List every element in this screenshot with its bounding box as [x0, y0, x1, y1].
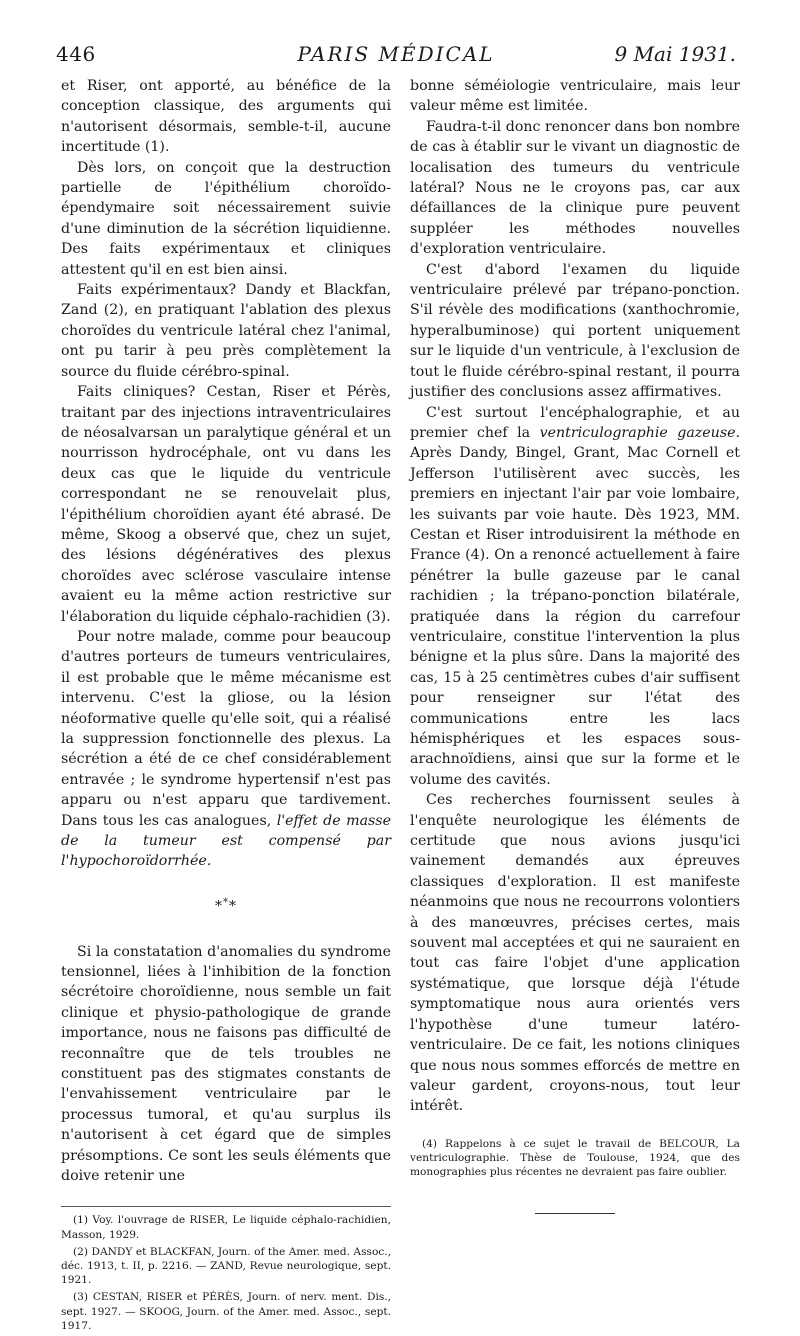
paragraph-text: Après Dandy, Bingel, Grant, Mac Cornell et Jefferson l'utilisèrent avec succès, les premiers en injectant l'air par voie lombaire, les suivants par voie haute. Dès 1923, MM. Cestan et Riser introduisirent la méthode en France (4). On a renoncé actuellement à faire pénétrer la bulle gazeuse par le canal rachidien ; la trépano-ponction bilatérale, pratiquée dans la région du carrefour ventriculaire, constitue l'intervention la plus bénigne et la plus sûre. Dans la majorité des cas, 15 à 25 centimètres cubes d'air suffisent pour renseigner sur l'état des communications entre les lacs hémisphériques et les espaces sous-arachnoïdiens, ainsi que sur la forme et le volume des cavités. — [410, 445, 740, 788]
section-separator — [61, 896, 391, 914]
asterisk: * — [229, 898, 237, 915]
paragraph: et Riser, ont apporté, au bénéfice de la conception classique, des arguments qui n'autorisent désormais, semble-t-il, aucune incertitude (1). — [61, 78, 391, 156]
paragraph-text: Pour notre malade, comme pour beaucoup d'autres porteurs de tumeurs ventriculaires, il est probable que le même mécanisme est intervenu. C'est la gliose, ou la lésion néoformative quelle qu'elle soit, qui a réalisé la suppression fonctionnelle des plexus. La sécrétion a été de ce chef considérablement entravée ; le syndrome hypertensif n'est pas apparu ou n'est apparu que tardivement. Dans tous les cas analogues, — [61, 628, 391, 829]
paragraph: Faits cliniques? Cestan, Riser et Pérès, traitant par des injections intraventriculaires de néosalvarsan un paralytique général et un nourrisson hydrocéphale, ont vu dans les deux cas que le liquide du ventricule correspondant ne se renouvelait plus, l'épithélium choroïdien ayant été abrasé. De même, Skoog a observé que, chez un sujet, des lésions dégénératives des plexus choroïdes avec sclérose vasculaire intense avaient eu la même action restrictive sur l'élaboration du liquide céphalo-rachidien (3). — [61, 384, 391, 625]
asterisk: * — [215, 898, 223, 915]
footnote: (2) DANDY et BLACKFAN, Journ. of the Amer. med. Assoc., déc. 1913, t. II, p. 2216. — ZAND, Revue neurologique, sept. 1921. — [61, 1245, 391, 1287]
footnote: (1) Voy. l'ouvrage de RISER, Le liquide céphalo-rachidien, Masson, 1929. — [61, 1214, 391, 1241]
asterisk: * — [223, 896, 229, 908]
paragraph: Ces recherches fournissent seules à l'enquête neurologique les éléments de certitude que nous avions jusqu'ici vainement demandés aux épreuves classiques d'exploration. Il est manifeste néanmoins que nous ne recourrons volontiers à des manœuvres, précises certes, mais souvent mal acceptées et qui ne sauraient en tout cas faire l'objet d'une application systématique, que lorsque déjà l'étude symptomatique nous aura orientés vers l'hypothèse d'une tumeur latéro-ventriculaire. De ce fait, les notions cliniques que nous nous sommes efforcés de mettre en valeur gardent, croyons-nous, tout leur intérêt. — [410, 792, 740, 1115]
left-column — [61, 76, 391, 1336]
footnote: (3) CESTAN, RISER et PÉRÈS, Journ. of nerv. ment. Dis., sept. 1927. — SKOOG, Journ. of the Amer. med. Assoc., sept. 1917. — [61, 1291, 391, 1332]
journal-title: PARIS MÉDICAL — [297, 42, 495, 66]
paragraph: C'est d'abord l'examen du liquide ventriculaire prélevé par trépano-ponction. S'il révèle des modifications (xanthochromie, hyperalbuminose) qui portent uniquement sur le liquide d'un ventricule, à l'exclusion de tout le fluide cérébro-spinal restant, il pourra justifier des conclusions assez affirmatives. — [410, 261, 740, 401]
paragraph-text: C'est surtout l'encéphalographie, et au premier chef la — [410, 404, 740, 441]
page-number: 446 — [56, 42, 96, 66]
paragraph: Faits expérimentaux? Dandy et Blackfan, Zand (2), en pratiquant l'ablation des plexus choroïdes du ventricule latéral chez l'animal, ont pu tarir à peu près complètement la source du fluide cérébro-spinal. — [61, 282, 391, 380]
emphasis-text: l'effet de masse de la tumeur est compensé par l'hypochoroïdorrhée. — [61, 812, 391, 870]
issue-date: 9 Mai 1931. — [614, 42, 736, 66]
emphasis-text: ventriculographie gazeuse. — [539, 424, 741, 441]
right-column — [410, 76, 740, 1214]
paragraph: Si la constatation d'anomalies du syndrome tensionnel, liées à l'inhibition de la fonction sécrétoire choroïdienne, nous semble un fait clinique et physio-pathologique de grande importance, nous ne faisons pas difficulté de reconnaître que de tels troubles ne constituent pas des stigmates constants de l'envahissement ventriculaire par le processus tumoral, et qu'au surplus ils n'autorisent à cet égard que de simples présomptions. Ce sont les seuls éléments que doive retenir une — [61, 943, 391, 1184]
end-rule — [535, 1213, 615, 1214]
paragraph: Dès lors, on conçoit que la destruction partielle de l'épithélium choroïdo-épendymaire soit nécessairement suivie d'une diminution de la sécrétion liquidienne. Des faits expérimentaux et cliniques attestent qu'il en est bien ainsi. — [61, 159, 391, 278]
paragraph: Faudra-t-il donc renoncer dans bon nombre de cas à établir sur le vivant un diagnostic de localisation des tumeurs du ventricule latéral? Nous ne le croyons pas, car aux défaillances de la clinique pure peuvent suppléer les méthodes nouvelles d'exploration ventriculaire. — [410, 118, 740, 258]
paragraph — [61, 627, 391, 872]
paragraph: bonne séméiologie ventriculaire, mais leur valeur même est limitée. — [410, 78, 740, 115]
paragraph — [410, 403, 740, 791]
page-header — [56, 42, 736, 72]
footnote: (4) Rappelons à ce sujet le travail de BELCOUR, La ventriculographie. Thèse de Toulouse, 1924, que des monographies plus récentes ne devraient pas faire oublier. — [410, 1137, 740, 1179]
footnotes — [61, 1206, 391, 1333]
